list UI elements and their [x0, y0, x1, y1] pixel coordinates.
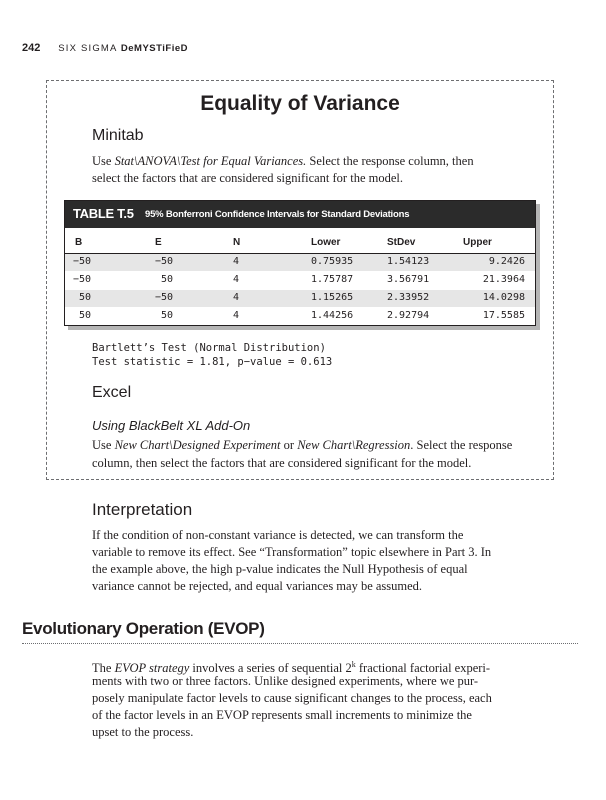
- table-t5: [64, 200, 536, 326]
- excel-text: . Select the response: [410, 438, 513, 452]
- running-header: [22, 42, 188, 54]
- col-header-lower: Lower: [311, 237, 341, 248]
- evop-text: involves a series of sequential 2: [189, 661, 352, 676]
- book-brand: DeMYSTiFieD: [120, 43, 188, 54]
- table-title: 95% Bonferroni Confidence Intervals for Standard Deviations: [145, 209, 410, 220]
- table-row: [65, 290, 535, 307]
- table-caption: [65, 201, 535, 228]
- minitab-text: Select the response column, then: [306, 154, 474, 168]
- cell: 17.5585: [482, 310, 525, 321]
- table-row: [65, 308, 535, 325]
- cell: −50: [155, 256, 174, 267]
- excel-menu-path: New Chart\Regression: [297, 438, 411, 452]
- col-header-e: E: [155, 237, 162, 248]
- cell: 50: [161, 274, 174, 285]
- col-header-upper: Upper: [463, 237, 492, 248]
- bartlett-line1: Bartlett’s Test (Normal Distribution): [92, 342, 326, 354]
- interpretation-heading: Interpretation: [92, 500, 193, 519]
- evop-line: of the factor levels in an EVOP represents small increments to minimize the: [92, 708, 472, 722]
- cell: 3.56791: [387, 274, 430, 285]
- evop-line: upset to the process.: [92, 725, 194, 739]
- cell: 1.44256: [311, 310, 354, 321]
- interpretation-line: variable to remove its effect. See “Transformation” topic elsewhere in Part 3. In: [92, 545, 492, 559]
- evop-text: The: [92, 661, 115, 676]
- cell: −50: [73, 256, 92, 267]
- cell: 1.75787: [311, 274, 354, 285]
- cell: 4: [233, 256, 240, 267]
- cell: 4: [233, 292, 240, 303]
- col-header-b: B: [75, 237, 83, 248]
- cell: 2.92794: [387, 310, 430, 321]
- bartlett-line2: Test statistic = 1.81, p−value = 0.613: [92, 356, 333, 368]
- cell: 50: [161, 310, 174, 321]
- page-number: 242: [22, 42, 41, 54]
- evop-superscript: k: [351, 660, 356, 669]
- excel-paragraph: [92, 437, 512, 454]
- excel-subheading: Using BlackBelt XL Add-On: [92, 418, 251, 433]
- minitab-menu-path: Stat\ANOVA\Test for Equal Variances.: [114, 154, 307, 168]
- cell: 50: [79, 292, 92, 303]
- box-title: Equality of Variance: [200, 92, 400, 115]
- evop-line: ments with two or three factors. Unlike designed experiments, where we pur-: [92, 674, 479, 688]
- cell: −50: [155, 292, 174, 303]
- col-header-n: N: [233, 237, 241, 248]
- minitab-heading: Minitab: [92, 127, 144, 144]
- excel-text: Use: [92, 438, 115, 452]
- cell: 21.3964: [482, 274, 525, 285]
- table-row: [65, 254, 535, 271]
- evop-strategy-term: EVOP strategy: [114, 661, 190, 676]
- cell: 0.75935: [311, 256, 354, 267]
- book-title: SIX SIGMA: [58, 43, 118, 54]
- cell: 4: [233, 274, 240, 285]
- excel-paragraph-line2: column, then select the factors that are considered significant for the model.: [92, 456, 472, 470]
- cell: 1.15265: [311, 292, 354, 303]
- cell: 1.54123: [387, 256, 430, 267]
- evop-heading: Evolutionary Operation (EVOP): [22, 619, 265, 638]
- excel-menu-path: New Chart\Designed Experiment: [114, 438, 281, 452]
- evop-line: posely manipulate factor levels to cause significant changes to the process, each: [92, 691, 492, 705]
- interpretation-line: If the condition of non-constant variance is detected, we can transform the: [92, 528, 464, 542]
- cell: 50: [79, 310, 92, 321]
- minitab-text: Use: [92, 154, 115, 168]
- interpretation-line: variance cannot be rejected, and equal variances may be assumed.: [92, 579, 423, 593]
- table-row: [65, 272, 535, 289]
- col-header-stdev: StDev: [387, 237, 416, 248]
- cell: 9.2426: [488, 256, 525, 267]
- cell: 4: [233, 310, 240, 321]
- excel-text: or: [280, 438, 298, 452]
- evop-text: fractional factorial experi-: [355, 661, 491, 676]
- minitab-paragraph-line2: select the factors that are considered significant for the model.: [92, 171, 403, 185]
- minitab-paragraph: [92, 153, 518, 170]
- cell: −50: [73, 274, 92, 285]
- excel-heading: Excel: [92, 384, 132, 401]
- cell: 14.0298: [482, 292, 525, 303]
- section-rule: [22, 643, 578, 644]
- interpretation-line: the example above, the high p-value indicates the Null Hypothesis of equal: [92, 562, 468, 576]
- cell: 2.33952: [387, 292, 430, 303]
- table-number: TABLE T.5: [73, 206, 134, 221]
